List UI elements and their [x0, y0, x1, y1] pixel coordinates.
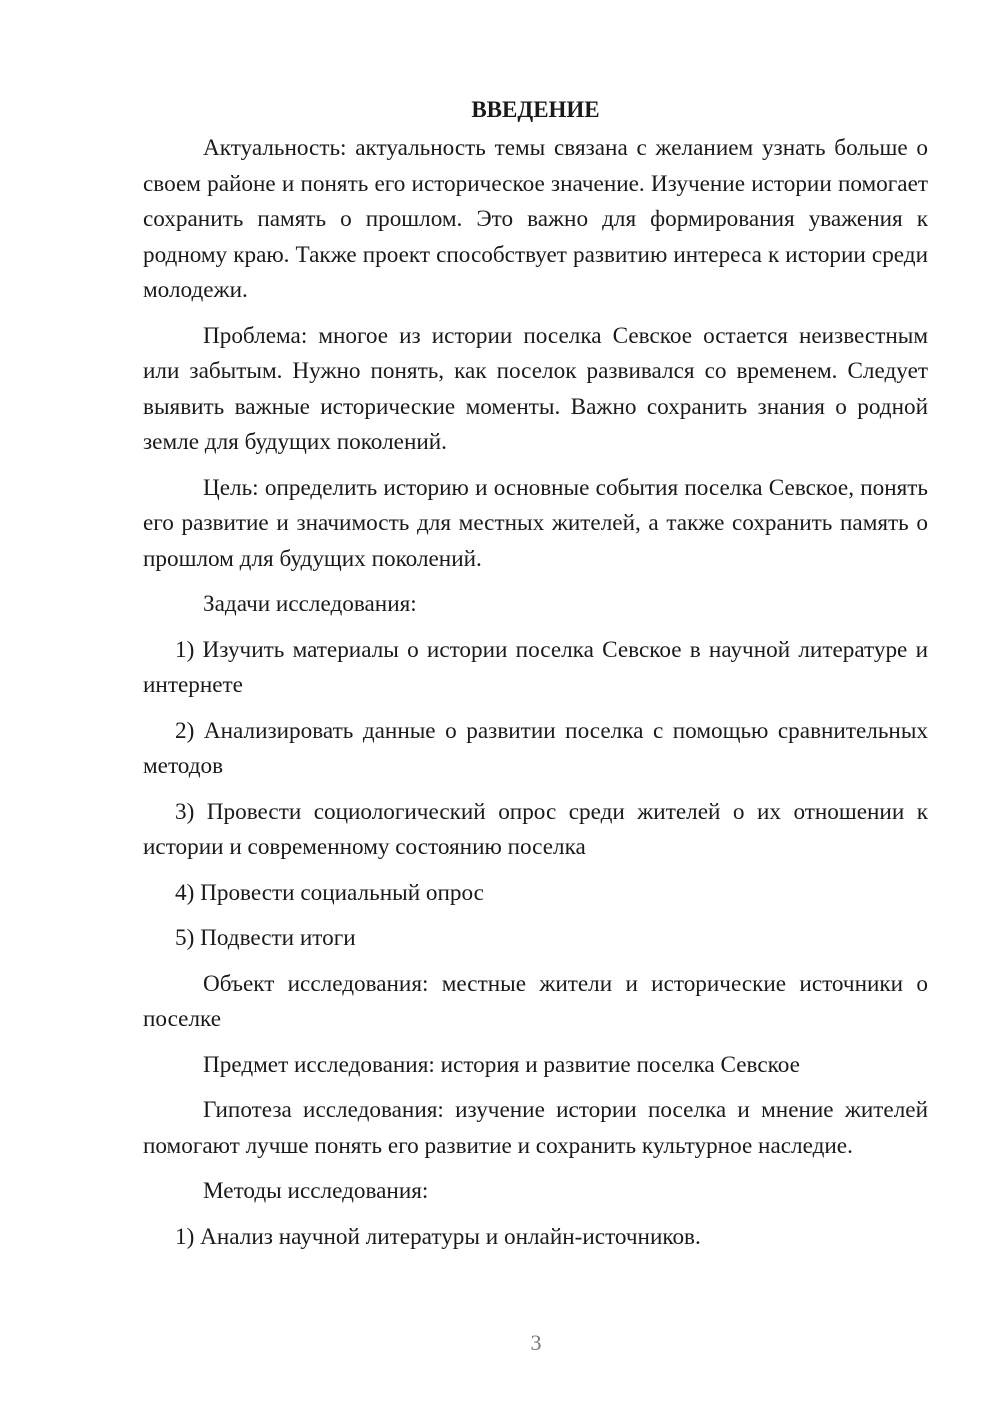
- task-item-2: 2) Анализировать данные о развитии поселка с помощью сравнительных методов: [143, 717, 928, 779]
- hypothesis-paragraph: Гипотеза исследования: изучение истории поселка и мнение жителей помогают лучше понять его развитие и сохранить культурное наследие.: [143, 1097, 928, 1159]
- task-item-3: 3) Провести социологический опрос среди жителей о их отношении к истории и современному состоянию поселка: [143, 798, 928, 860]
- tasks-heading: Задачи исследования:: [203, 591, 417, 617]
- relevance-paragraph: Актуальность: актуальность темы связана с желанием узнать больше о своем районе и понять его историческое значение. Изучение истории помогает сохранить память о прошлом. Это важно для формирования уважения к родному краю. Также проект способствует развитию интереса к истории среди молодежи.: [143, 135, 928, 303]
- task-item-5: 5) Подвести итоги: [175, 925, 356, 951]
- goal-paragraph: Цель: определить историю и основные события поселка Севское, понять его развитие и значимость для местных жителей, а также сохранить память о прошлом для будущих поколений.: [143, 474, 928, 572]
- method-item-1: 1) Анализ научной литературы и онлайн-источников.: [175, 1223, 701, 1250]
- task-item-4: 4) Провести социальный опрос: [175, 879, 484, 906]
- page-number: 3: [530, 1330, 542, 1355]
- document-title: ВВЕДЕНИЕ: [471, 97, 600, 122]
- document-page: [143, 92, 928, 1265]
- problem-paragraph: Проблема: многое из истории поселка Севское остается неизвестным или забытым. Нужно понять, как поселок развивался со временем. Следует выявить важные исторические моменты. Важно сохранить знания о родной земле для будущих поколений.: [143, 322, 928, 455]
- methods-heading: Методы исследования:: [203, 1178, 429, 1204]
- object-paragraph: Объект исследования: местные жители и исторические источники о поселке: [143, 970, 928, 1032]
- subject-paragraph: Предмет исследования: история и развитие поселка Севское: [203, 1051, 800, 1078]
- task-item-1: 1) Изучить материалы о истории поселка Севское в научной литературе и интернете: [143, 636, 928, 698]
